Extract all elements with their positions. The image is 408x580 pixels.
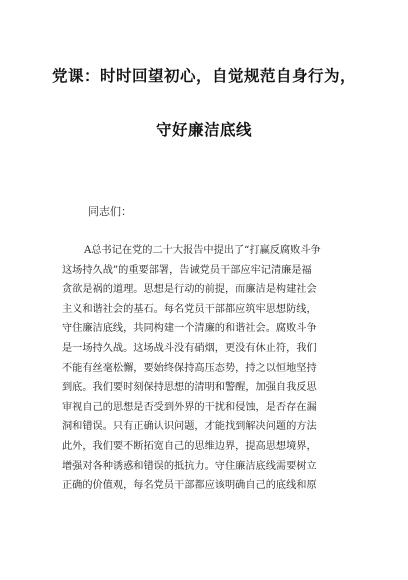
- paragraph-line: 洞和错误。只有正确认识问题，才能找到解决问题的方法: [62, 421, 317, 433]
- paragraph-line: 主义和谐社会的基石。每名党员干部都应筑牢思想防线，: [62, 303, 317, 315]
- paragraph-line: 这场持久战”的重要部署，告诫党员干部应牢记清廉是福: [62, 264, 312, 276]
- paragraph-line: A总书记在党的二十大报告中提出了“打赢反腐败斗争: [84, 245, 321, 256]
- paragraph-line: 是一场持久战。这场战斗没有硝烟，更没有休止符，我们: [62, 342, 317, 354]
- document-title-line-1: 党课：时时回望初心，自觉规范自身行为，: [51, 67, 356, 85]
- paragraph-line: 贪欲是祸的道理。思想是行动的前提，而廉洁是构建社会: [62, 284, 317, 296]
- paragraph-line: 守住廉洁底线，共同构建一个清廉的和谐社会。腐败斗争: [62, 323, 317, 335]
- body-paragraph: [62, 241, 352, 496]
- paragraph-line: 到底。我们要时刻保持思想的清明和警醒，加强自我反思: [62, 382, 317, 394]
- paragraph-line: 不能有丝毫松懈，要始终保持高压态势，持之以恒地坚持: [62, 362, 317, 374]
- greeting: 同志们：: [88, 205, 132, 218]
- paragraph-line: 此外，我们要不断拓宽自己的思维边界，提高思想境界，: [62, 440, 317, 452]
- paragraph-line: 审视自己的思想是否受到外界的干扰和侵蚀，是否存在漏: [62, 401, 317, 413]
- paragraph-line: 正确的价值观，每名党员干部都应该明确自己的底线和原: [62, 480, 317, 492]
- paragraph-line: 增强对各种诱惑和错误的抵抗力。守住廉洁底线需要树立: [62, 460, 317, 472]
- document-title-line-2: 守好廉洁底线: [155, 121, 252, 139]
